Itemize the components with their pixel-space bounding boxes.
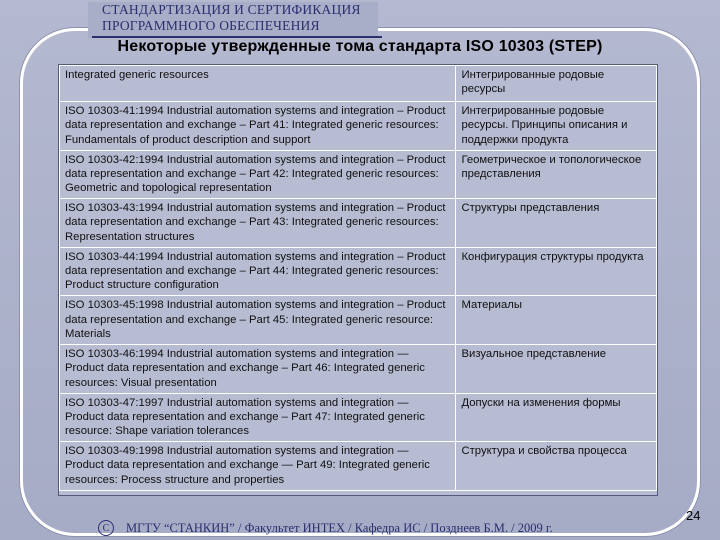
table-row xyxy=(60,247,657,296)
header-line-1: СТАНДАРТИЗАЦИЯ И СЕРТИФИКАЦИЯ xyxy=(102,2,361,17)
table-row xyxy=(60,66,657,102)
table-row xyxy=(60,296,657,345)
table-cell-en: Integrated generic resources xyxy=(60,66,456,102)
standards-table xyxy=(58,64,658,496)
header-line-2: ПРОГРАММНОГО ОБЕСПЕЧЕНИЯ xyxy=(102,18,320,33)
page-number: 24 xyxy=(686,508,701,523)
table-cell-en: ISO 10303-45:1998 Industrial automation systems and integration – Product data representation and exchange – Part 45: Integrated generic resource: Materials xyxy=(60,296,456,345)
table-row xyxy=(60,344,657,393)
table-row xyxy=(60,150,657,199)
slide-title: Некоторые утвержденные тома стандарта ISO 10303 (STEP) xyxy=(117,38,603,55)
table-row xyxy=(60,102,657,151)
table-cell-en: ISO 10303-44:1994 Industrial automation systems and integration – Product data representation and exchange – Part 44: Integrated generic resources: Product structure configuration xyxy=(60,247,456,296)
table-row xyxy=(60,393,657,442)
table-cell-ru: Геометрическое и топологическое представления xyxy=(456,150,657,199)
table-cell-en: ISO 10303-47:1997 Industrial automation systems and integration — Product data representation and exchange – Part 47: Integrated generic resource: Shape variation tolerances xyxy=(60,393,456,442)
table-row xyxy=(60,442,657,491)
table-cell-ru: Структуры представления xyxy=(456,199,657,248)
table-cell-ru: Допуски на изменения формы xyxy=(456,393,657,442)
table-cell-ru: Интегрированные родовые ресурсы. Принципы описания и поддержки продукта xyxy=(456,102,657,151)
footer-text: МГТУ “СТАНКИН” / Факультет ИНТЕХ / Кафедра ИС / Позднеев Б.М. / 2009 г. xyxy=(126,520,553,535)
table-cell-en: ISO 10303-43:1994 Industrial automation systems and integration – Product data representation and exchange – Part 43: Integrated generic resources: Representation structures xyxy=(60,199,456,248)
table-cell-en: ISO 10303-49:1998 Industrial automation systems and integration — Product data representation and exchange — Part 49: Integrated generic resources: Process structure and properties xyxy=(60,442,456,491)
header-banner xyxy=(88,2,378,38)
table-cell-en: ISO 10303-46:1994 Industrial automation systems and integration — Product data representation and exchange – Part 46: Integrated generic resources: Visual presentation xyxy=(60,344,456,393)
standards-table-grid xyxy=(59,65,657,491)
table-cell-ru: Материалы xyxy=(456,296,657,345)
table-cell-en: ISO 10303-42:1994 Industrial automation systems and integration – Product data representation and exchange – Part 42: Integrated generic resources: Geometric and topological representation xyxy=(60,150,456,199)
footer xyxy=(98,520,658,536)
table-cell-ru: Визуальное представление xyxy=(456,344,657,393)
table-cell-ru: Структура и свойства процесса xyxy=(456,442,657,491)
table-row xyxy=(60,199,657,248)
copyright-icon: C xyxy=(98,520,114,536)
table-cell-en: ISO 10303-41:1994 Industrial automation systems and integration – Product data representation and exchange – Part 41: Integrated generic resources: Fundamentals of product description and support xyxy=(60,102,456,151)
table-cell-ru: Интегрированные родовые ресурсы xyxy=(456,66,657,102)
table-cell-ru: Конфигурация структуры продукта xyxy=(456,247,657,296)
